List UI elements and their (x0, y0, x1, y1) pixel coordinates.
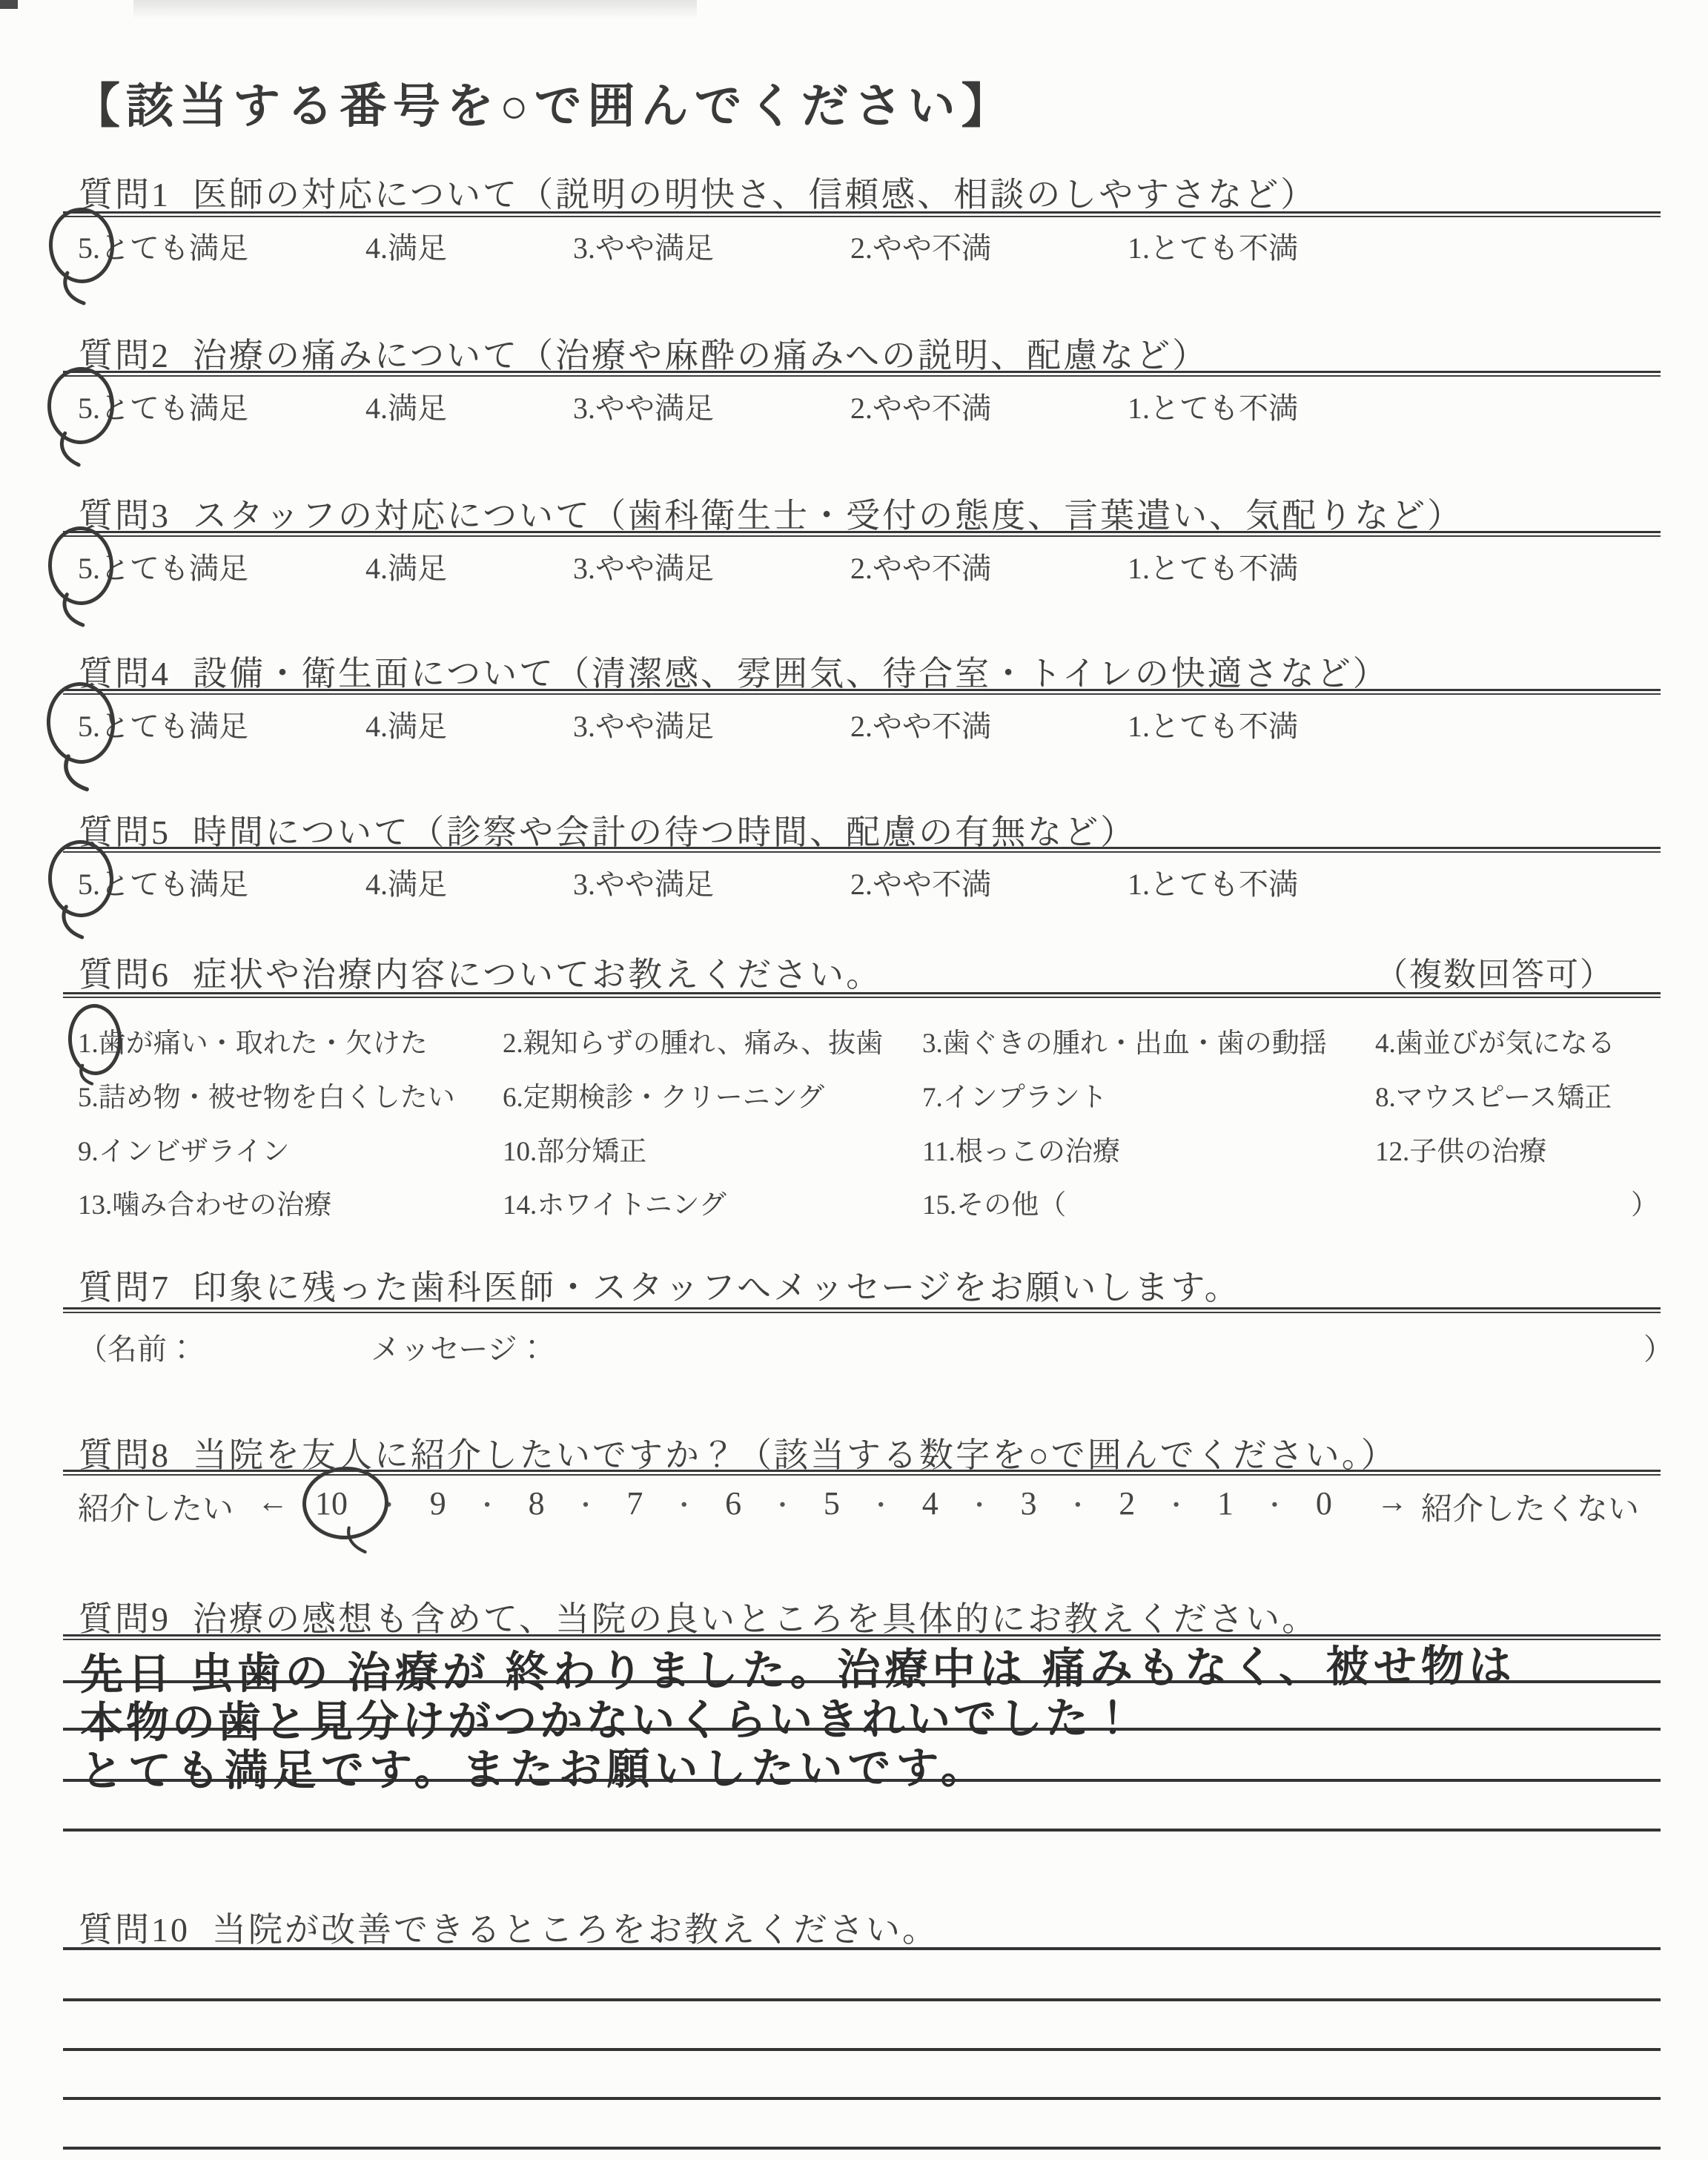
option-very-satisfied: 5.とても満足 (78, 552, 248, 585)
dot-separator: ・ (376, 1493, 402, 1520)
dot-separator: ・ (1262, 1493, 1288, 1520)
symptom-option-6: 6.定期検診・クリーニング (503, 1083, 825, 1113)
option-somewhat-dissatisfied: 2.やや不満 (850, 392, 991, 425)
question-8-number: 質問8 (79, 1436, 171, 1474)
dot-separator: ・ (572, 1493, 598, 1520)
writing-line (63, 1947, 1661, 1950)
question-6-heading (79, 948, 882, 997)
question-2-title: 治療の痛みについて（治療や麻酔の痛みへの説明、配慮など） (193, 337, 1209, 374)
option-satisfied: 4.満足 (365, 710, 447, 743)
question-1-options (78, 225, 1672, 269)
question-5-number: 質問5 (79, 813, 171, 851)
name-field-label: （名前： (78, 1332, 196, 1366)
symptom-option-5: 5.詰め物・被せ物を白くしたい (78, 1083, 455, 1113)
question-2-options (78, 385, 1672, 429)
question-6-multi-answer-note: （複数回答可） (1375, 957, 1614, 993)
option-very-satisfied: 5.とても満足 (78, 392, 248, 425)
question-6-number: 質問6 (79, 956, 171, 994)
symptom-option-8: 8.マウスピース矯正 (1375, 1083, 1612, 1113)
symptom-option-14: 14.ホワイトニング (503, 1190, 726, 1221)
scan-smudge-artifact (133, 0, 697, 19)
option-somewhat-dissatisfied: 2.やや不満 (850, 710, 991, 743)
nps-number-6: 6 (725, 1485, 742, 1522)
writing-line (63, 2097, 1661, 2100)
pen-tail (77, 1064, 97, 1087)
rule-separator (63, 1470, 1661, 1476)
nps-number-1: 1 (1217, 1485, 1234, 1522)
question-1-heading (79, 168, 1317, 217)
symptom-option-1: 1.歯が痛い・取れた・欠けた (78, 1028, 428, 1059)
option-somewhat-satisfied: 3.やや満足 (573, 710, 714, 743)
recommend-label: 紹介したい (78, 1493, 234, 1527)
question-9-number: 質問9 (79, 1600, 171, 1638)
question-9-title: 治療の感想も含めて、当院の良いところを具体的にお教えください。 (193, 1600, 1319, 1638)
symptom-option-7: 7.インプラント (922, 1083, 1108, 1113)
question-5-title: 時間について（診察や会計の待つ時間、配慮の有無など） (193, 813, 1137, 851)
pen-tail (60, 270, 92, 308)
symptom-option-9: 9.インビザライン (78, 1137, 290, 1167)
rule-separator (63, 211, 1661, 217)
rule-separator (63, 992, 1661, 998)
rule-separator (63, 1307, 1661, 1313)
nps-number-5: 5 (823, 1485, 840, 1522)
dot-separator: ・ (671, 1493, 697, 1520)
pen-tail (59, 905, 90, 942)
nps-number-10: 10 (315, 1485, 348, 1522)
nps-number-0: 0 (1315, 1485, 1332, 1522)
symptom-option-3: 3.歯ぐきの腫れ・出血・歯の動揺 (922, 1028, 1327, 1059)
question-4-number: 質問4 (79, 655, 171, 693)
other-close-paren: ） (1631, 1190, 1658, 1221)
pen-tail (56, 431, 87, 470)
symptom-option-13: 13.噛み合わせの治療 (78, 1190, 332, 1221)
option-satisfied: 4.満足 (365, 552, 447, 585)
question-1-number: 質問1 (79, 176, 171, 214)
pen-tail (343, 1525, 371, 1558)
question-8-title: 当院を友人に紹介したいですか？（該当する数字を○で囲んでください。） (193, 1436, 1397, 1474)
writing-line (63, 2147, 1661, 2150)
option-somewhat-dissatisfied: 2.やや不満 (850, 868, 991, 901)
question-10-title: 当院が改善できるところをお教えください。 (212, 1911, 939, 1949)
nps-numbers (315, 1484, 1332, 1522)
question-5-options (78, 861, 1672, 905)
option-satisfied: 4.満足 (365, 868, 447, 901)
handwritten-circle-q1-answer-5 (47, 206, 116, 285)
pen-tail (60, 750, 96, 799)
rule-separator (63, 371, 1661, 377)
option-very-satisfied: 5.とても満足 (78, 231, 248, 265)
writing-line (63, 2048, 1661, 2051)
option-somewhat-satisfied: 3.やや満足 (573, 868, 714, 901)
option-very-dissatisfied: 1.とても不満 (1128, 710, 1298, 743)
dot-separator: ・ (769, 1493, 795, 1520)
option-very-satisfied: 5.とても満足 (78, 710, 248, 743)
question-1-title: 医師の対応について（説明の明快さ、信頼感、相談のしやすさなど） (193, 176, 1317, 214)
question-7-title: 印象に残った歯科医師・スタッフへメッセージをお願いします。 (193, 1269, 1241, 1307)
question-3-options (78, 545, 1672, 589)
pen-tail (59, 592, 90, 630)
symptom-option-10: 10.部分矯正 (503, 1137, 647, 1167)
option-very-dissatisfied: 1.とても不満 (1128, 231, 1298, 265)
form-title: 【該当する番号を○で囲んでください】 (73, 80, 1015, 133)
question-3-title: スタッフの対応について（歯科衛生士・受付の態度、言葉遣い、気配りなど） (193, 497, 1464, 535)
symptom-option-2: 2.親知らずの腫れ、痛み、抜歯 (503, 1028, 884, 1059)
dot-separator: ・ (1163, 1493, 1189, 1520)
dot-separator: ・ (474, 1493, 500, 1520)
nps-number-8: 8 (528, 1485, 545, 1522)
nps-number-9: 9 (429, 1485, 446, 1522)
left-arrow: ← (257, 1485, 288, 1519)
nps-number-4: 4 (921, 1485, 939, 1522)
option-somewhat-satisfied: 3.やや満足 (573, 392, 714, 425)
dot-separator: ・ (868, 1493, 894, 1520)
question-7-heading (79, 1261, 1241, 1309)
option-very-dissatisfied: 1.とても不満 (1128, 868, 1298, 901)
right-arrow: → (1377, 1485, 1408, 1519)
option-somewhat-satisfied: 3.やや満足 (573, 231, 714, 265)
question-4-title: 設備・衛生面について（清潔感、雰囲気、待合室・トイレの快適さなど） (193, 655, 1389, 693)
question-6-title: 症状や治療内容についてお教えください。 (193, 956, 883, 994)
symptom-option-15-other: 15.その他（ (922, 1190, 1067, 1221)
option-satisfied: 4.満足 (365, 392, 447, 425)
not-recommend-label: 紹介したくない (1421, 1493, 1640, 1527)
scan-corner-artifact (0, 0, 18, 9)
question-7-answer-row (78, 1326, 1672, 1370)
rule-separator (63, 531, 1661, 537)
handwritten-circle-q2-answer-5 (46, 366, 116, 445)
question-7-number: 質問7 (79, 1269, 171, 1307)
symptom-option-11: 11.根っこの治療 (922, 1137, 1120, 1167)
dot-separator: ・ (967, 1493, 993, 1520)
writing-line (63, 1998, 1661, 2001)
symptom-option-4: 4.歯並びが気になる (1375, 1028, 1615, 1059)
nps-number-2: 2 (1119, 1485, 1136, 1522)
writing-line (63, 1829, 1661, 1832)
rule-separator (63, 689, 1661, 695)
question-2-number: 質問2 (79, 337, 171, 374)
option-somewhat-dissatisfied: 2.やや不満 (850, 231, 991, 265)
nps-number-7: 7 (626, 1485, 643, 1522)
question-10-number: 質問10 (79, 1911, 190, 1949)
nps-number-3: 3 (1020, 1485, 1037, 1522)
option-somewhat-dissatisfied: 2.やや不満 (850, 552, 991, 585)
question-6-options (78, 1020, 1672, 1243)
question-3-number: 質問3 (79, 497, 171, 535)
close-paren: ） (1644, 1332, 1673, 1366)
question-10-heading (79, 1903, 939, 1952)
rule-separator (63, 847, 1661, 853)
symptom-option-12: 12.子供の治療 (1375, 1137, 1547, 1167)
option-satisfied: 4.満足 (365, 231, 447, 265)
handwritten-answer-line-2: 本物の歯と見分けがつかないくらいきれいでした！ (79, 1694, 1138, 1748)
option-very-dissatisfied: 1.とても不満 (1128, 392, 1298, 425)
message-field-label: メッセージ： (371, 1332, 547, 1366)
question-4-options (78, 703, 1672, 747)
dot-separator: ・ (1065, 1493, 1090, 1520)
handwritten-answer-line-1: 先日 虫歯の 治療が 終わりました。治療中は 痛みもなく、被せ物は (79, 1642, 1517, 1699)
option-very-satisfied: 5.とても満足 (78, 868, 248, 901)
option-very-dissatisfied: 1.とても不満 (1128, 552, 1298, 585)
option-somewhat-satisfied: 3.やや満足 (573, 552, 714, 585)
handwritten-answer-line-3: とても満足です。またお願いしたいです。 (79, 1743, 989, 1796)
